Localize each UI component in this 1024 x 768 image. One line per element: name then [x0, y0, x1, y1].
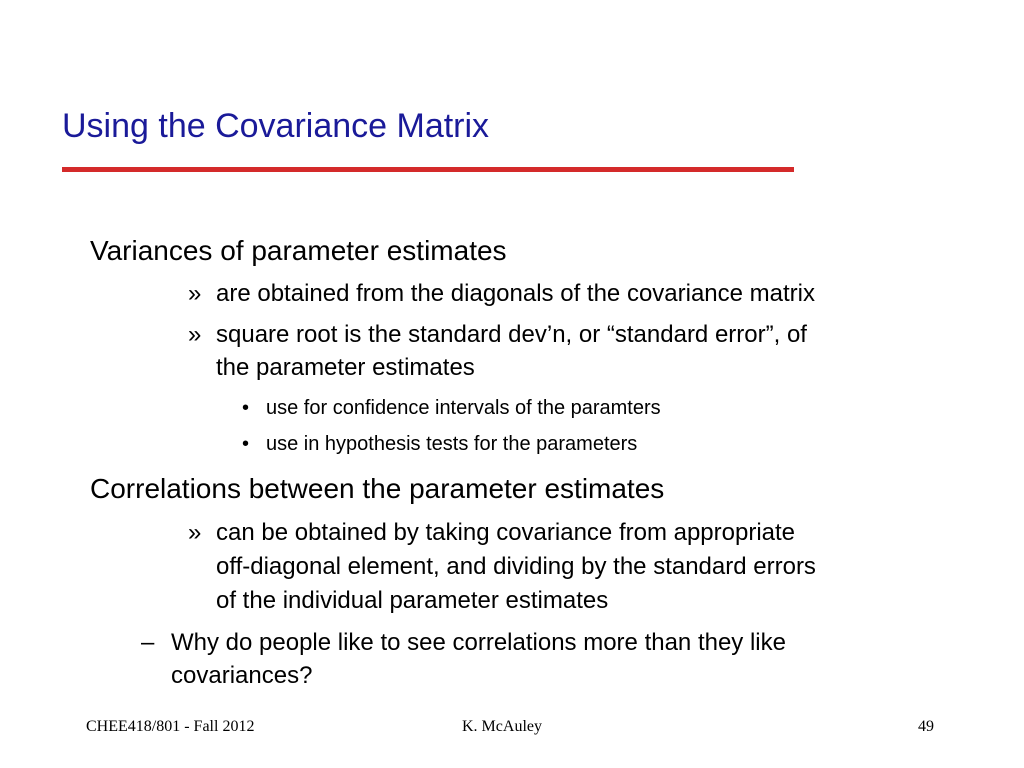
- question-point-text: Why do people like to see correlations more than they like: [171, 629, 786, 656]
- correlations-point-1-continued-2: of the individual parameter estimates: [216, 587, 609, 614]
- correlations-point-1-text: can be obtained by taking covariance from appropriate: [216, 519, 796, 546]
- footer-page-number: 49: [918, 718, 934, 735]
- variances-sub-point-1-text: use for confidence intervals of the paramters: [266, 397, 661, 419]
- correlations-point-1-continued-1: off-diagonal element, and dividing by the standard errors: [216, 553, 816, 580]
- question-point: [141, 626, 786, 660]
- footer-author: K. McAuley: [462, 718, 542, 735]
- correlations-heading: Correlations between the parameter estimates: [90, 473, 665, 504]
- chevron-bullet-icon: »: [188, 519, 202, 546]
- variances-sub-point-1: [242, 394, 661, 422]
- variances-sub-point-2-text: use in hypothesis tests for the parameters: [266, 433, 638, 455]
- round-bullet-icon: •: [242, 397, 250, 419]
- chevron-bullet-icon: »: [188, 280, 202, 307]
- variances-sub-point-2: [242, 430, 638, 458]
- variances-point-1: [188, 277, 816, 311]
- variances-point-2: [188, 318, 807, 352]
- correlations-point-1: [188, 516, 796, 550]
- slide-title: Using the Covariance Matrix: [62, 107, 490, 145]
- variances-heading: Variances of parameter estimates: [90, 235, 507, 266]
- question-point-continued: covariances?: [171, 662, 313, 689]
- variances-point-2-continued: the parameter estimates: [216, 354, 475, 381]
- footer-course: CHEE418/801 - Fall 2012: [86, 718, 255, 735]
- round-bullet-icon: •: [242, 433, 250, 455]
- chevron-bullet-icon: »: [188, 321, 202, 348]
- variances-point-2-text: square root is the standard dev’n, or “standard error”, of: [216, 321, 807, 348]
- variances-point-1-text: are obtained from the diagonals of the covariance matrix: [216, 280, 816, 307]
- title-underline: [62, 167, 794, 172]
- dash-bullet-icon: –: [141, 629, 155, 656]
